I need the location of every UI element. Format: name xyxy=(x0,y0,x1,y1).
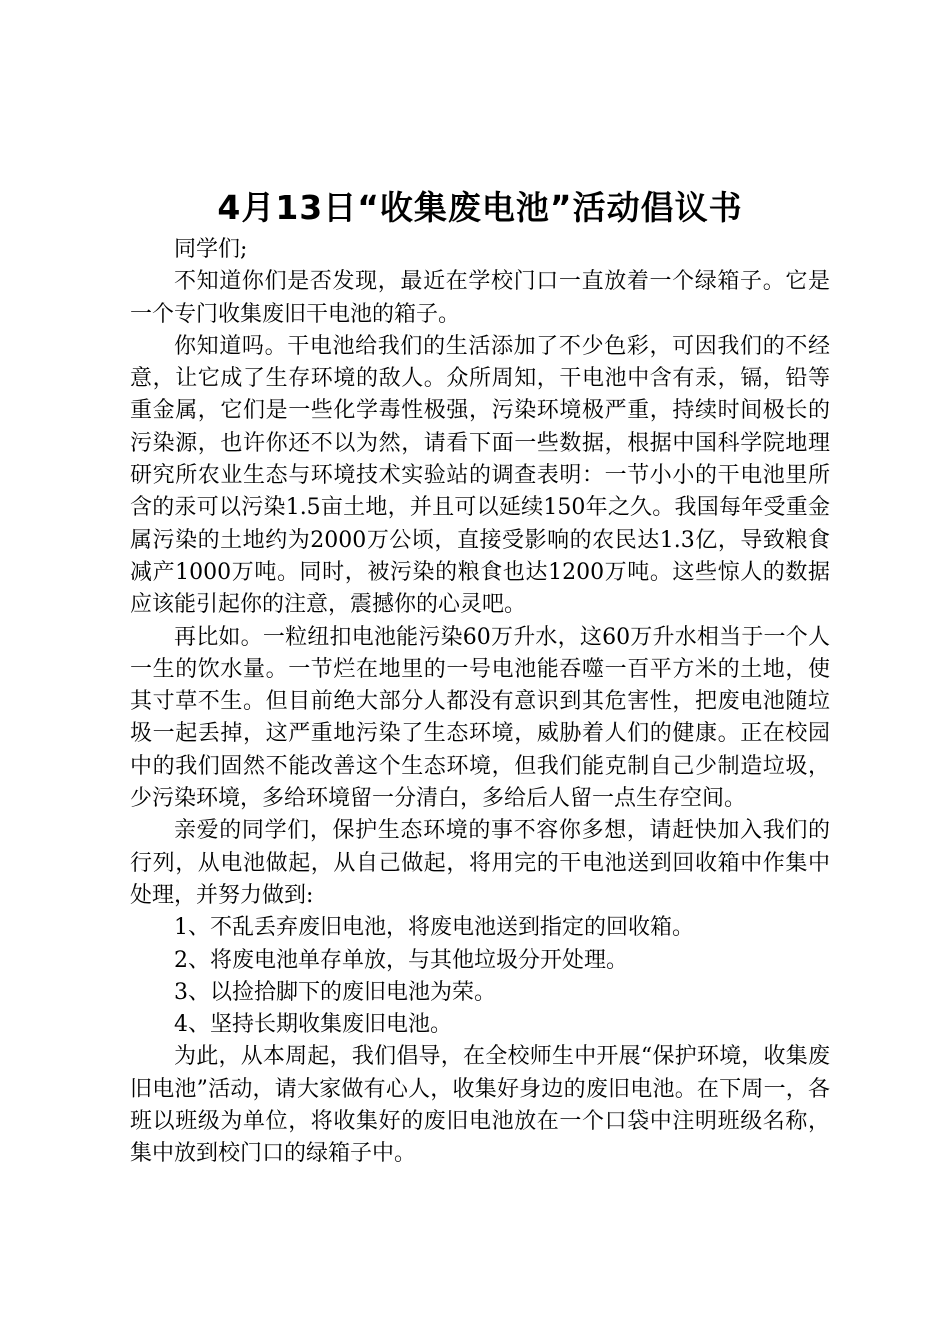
paragraph-battery-harm-data: 你知道吗。干电池给我们的生活添加了不少色彩，可因我们的不经意，让它成了生存环境的敌人。众所周知，干电池中含有汞，镉，铅等重金属，它们是一些化学毒性极强，污染环境极严重，持续时间极长的污染源，也许你还不以为然，请看下面一些数据，根据中国科学院地理研究所农业生态与环境技术实验站的调查表明：一节小小的干电池里所含的汞可以污染1.5亩土地，并且可以延续150年之久。我国每年受重金属污染的土地约为2000万公顷，直接受影响的农民达1.3亿，导致粮食减产1000万吨。同时，被污染的粮食也达1200万吨。这些惊人的数据应该能引起你的注意，震撼你的心灵吧。 xyxy=(130,333,830,618)
document-title: 4月13日“收集废电池”活动倡议书 xyxy=(217,188,743,227)
list-item-3: 3、以捡拾脚下的废旧电池为荣。 xyxy=(174,979,496,1005)
list-item-2: 2、将废电池单存单放，与其他垃圾分开处理。 xyxy=(174,947,628,973)
paragraph-call-to-action: 亲爱的同学们，保护生态环境的事不容你多想，请赶快加入我们的行列，从电池做起，从自己做起，将用完的干电池送到回收箱中作集中处理，并努力做到: xyxy=(130,818,830,908)
paragraph-button-battery-example: 再比如。一粒纽扣电池能污染60万升水，这60万升水相当于一个人一生的饮水量。一节烂在地里的一号电池能吞噬一百平方米的土地，使其寸草不生。但目前绝大部分人都没有意识到其危害性，把废电池随垃圾一起丢掉，这严重地污染了生态环境，威胁着人们的健康。正在校园中的我们固然不能改善这个生态环境，但我们能克制自己少制造垃圾，少污染环境，多给环境留一分清白，多给后人留一点生存空间。 xyxy=(130,624,830,812)
document-body xyxy=(130,186,830,1171)
paragraph-closing: 为此，从本周起，我们倡导，在全校师生中开展“保护环境，收集废旧电池”活动，请大家做有心人，收集好身边的废旧电池。在下周一，各班以班级为单位，将收集好的废旧电池放在一个口袋中注明班级名称，集中放到校门口的绿箱子中。 xyxy=(130,1044,830,1167)
salutation: 同学们; xyxy=(174,237,248,262)
list-item-1: 1、不乱丢弃废旧电池，将废电池送到指定的回收箱。 xyxy=(174,915,694,941)
list-item-4: 4、坚持长期收集废旧电池。 xyxy=(174,1012,452,1038)
paragraph-green-box: 不知道你们是否发现，最近在学校门口一直放着一个绿箱子。它是一个专门收集废旧干电池的箱子。 xyxy=(130,269,830,327)
